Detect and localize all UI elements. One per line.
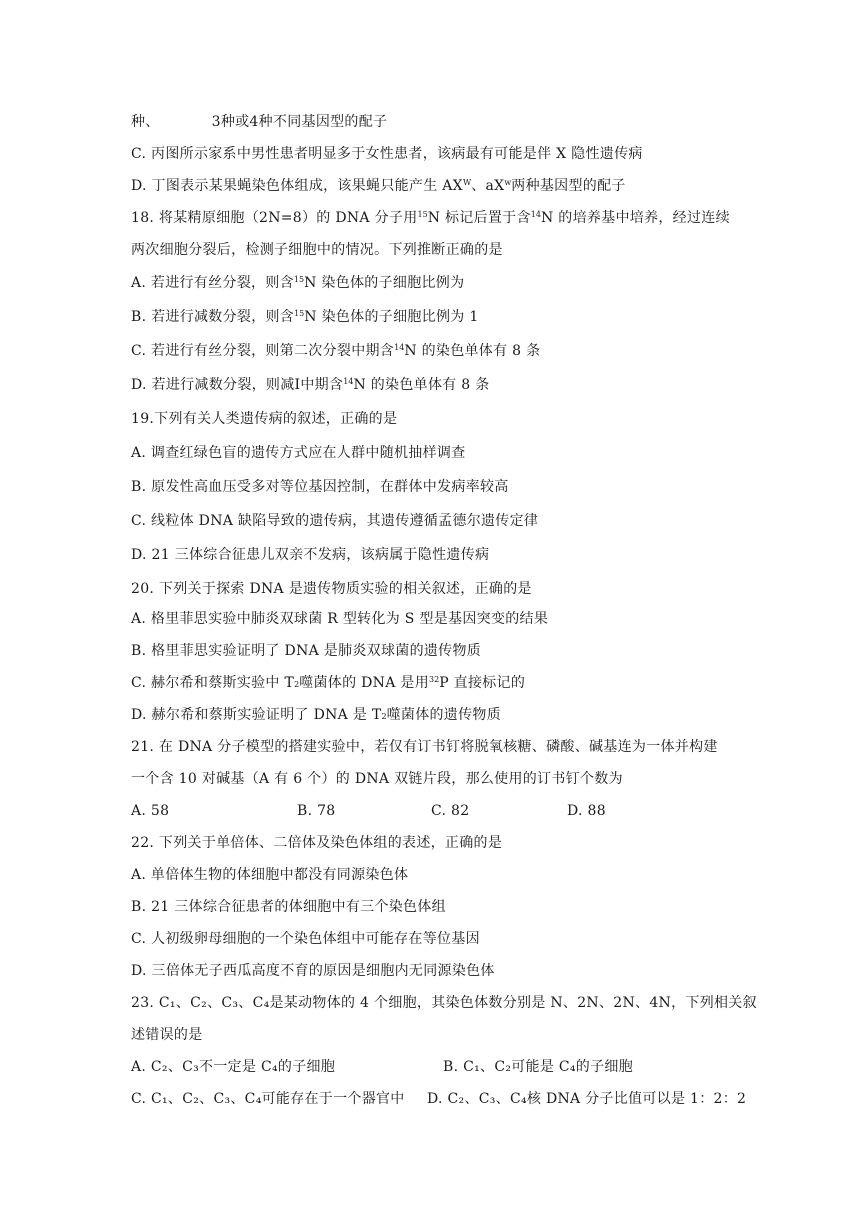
option-d: D. 三倍体无子西瓜高度不育的原因是细胞内无同源染色体 bbox=[131, 963, 495, 979]
option-a: A. C₂、C₃不一定是 C₄的子细胞 bbox=[131, 1059, 336, 1075]
option-a bbox=[131, 273, 464, 293]
subscript: 2 bbox=[294, 680, 300, 689]
superscript: 15 bbox=[293, 275, 305, 284]
text-span: 噬菌体的 DNA 是用 bbox=[299, 675, 429, 691]
text-span: N 标记后置于含 bbox=[427, 210, 531, 226]
text-span: A. 若进行有丝分裂，则含 bbox=[131, 275, 294, 291]
superscript: 14 bbox=[530, 210, 541, 219]
option-c bbox=[131, 341, 540, 361]
option-d: D. C₂、C₃、C₄核 DNA 分子比值可以是 1：2：2 bbox=[427, 1091, 747, 1107]
text-span: N 染色体的子细胞比例为 bbox=[304, 275, 465, 291]
option-a: A. 调查红绿色盲的遗传方式应在人群中随机抽样调查 bbox=[131, 445, 466, 461]
text-span: 种、 bbox=[131, 114, 160, 130]
subscript: 2 bbox=[381, 712, 387, 721]
text-span: D. 赫尔希和蔡斯实验证明了 DNA 是 T bbox=[131, 707, 382, 723]
option-b: B. 原发性高血压受多对等位基因控制，在群体中发病率较高 bbox=[131, 479, 509, 495]
text-span: P 直接标记的 bbox=[439, 675, 526, 691]
superscript: 14 bbox=[394, 343, 405, 352]
text-span: 噬菌体的遗传物质 bbox=[386, 707, 501, 723]
text-span: D. 若进行减数分裂，则减Ⅰ中期含 bbox=[131, 377, 344, 393]
option-c: C. 82 bbox=[431, 803, 470, 819]
question-21-cont: 一个含 10 对碱基（A 有 6 个）的 DNA 双链片段，那么使用的订书钉个数为 bbox=[131, 771, 623, 787]
question-22: 22. 下列关于单倍体、二倍体及染色体组的表述，正确的是 bbox=[131, 835, 503, 851]
text-span: N 的染色单体有 8 条 bbox=[404, 343, 541, 359]
text-span: 、aX bbox=[471, 178, 505, 194]
option-a: A. 单倍体生物的体细胞中都没有同源染色体 bbox=[131, 867, 409, 883]
superscript: 14 bbox=[343, 377, 354, 386]
text-line bbox=[131, 112, 387, 132]
option-c: C. 人初级卵母细胞的一个染色体组中可能存在等位基因 bbox=[131, 931, 480, 947]
question-18 bbox=[131, 208, 730, 228]
text-span: 两种基因型的配子 bbox=[511, 178, 626, 194]
question-23: 23. C₁、C₂、C₃、C₄是某动物体的 4 个细胞，其染色体数分别是 N、2N、2N、4N，下列相关叙 bbox=[131, 995, 757, 1011]
text-span: B. 若进行减数分裂，则含 bbox=[131, 309, 295, 325]
text-span: N 的培养基中培养，经过连续 bbox=[540, 210, 730, 226]
superscript: w bbox=[504, 178, 512, 187]
option-c: C. C₁、C₂、C₃、C₄可能存在于一个器官中 bbox=[131, 1091, 405, 1107]
option-b: B. 78 bbox=[297, 803, 336, 819]
question-21: 21. 在 DNA 分子模型的搭建实验中，若仅有订书钉将脱氧核糖、磷酸、碱基连为一体并构建 bbox=[131, 739, 718, 755]
option-c: C. 丙图所示家系中男性患者明显多于女性患者，该病最有可能是伴 X 隐性遗传病 bbox=[131, 146, 643, 162]
superscript: 15 bbox=[417, 210, 428, 219]
superscript: 32 bbox=[429, 675, 440, 684]
text-span: N 的染色单体有 8 条 bbox=[353, 377, 490, 393]
option-c: C. 线粒体 DNA 缺陷导致的遗传病，其遗传遵循孟德尔遗传定律 bbox=[131, 513, 539, 529]
option-d bbox=[131, 176, 626, 196]
option-b: B. C₁、C₂可能是 C₄的子细胞 bbox=[443, 1059, 634, 1075]
text-span: C. 若进行有丝分裂，则第二次分裂中期含 bbox=[131, 343, 395, 359]
option-d: D. 88 bbox=[567, 803, 606, 819]
question-23-cont: 述错误的是 bbox=[131, 1027, 203, 1043]
option-a: A. 58 bbox=[131, 803, 170, 819]
option-b bbox=[131, 307, 479, 327]
text-span: C. 赫尔希和蔡斯实验中 T bbox=[131, 675, 295, 691]
superscript: 15 bbox=[294, 309, 305, 318]
text-span: 3种或4种不同基因型的配子 bbox=[211, 114, 388, 130]
option-d: D. 21 三体综合征患儿双亲不发病，该病属于隐性遗传病 bbox=[131, 547, 490, 563]
option-d bbox=[131, 375, 490, 395]
question-20: 20. 下列关于探索 DNA 是遗传物质实验的相关叙述，正确的是 bbox=[131, 581, 532, 597]
option-b: B. 21 三体综合征患者的体细胞中有三个染色体组 bbox=[131, 899, 446, 915]
text-span: D. 丁图表示某果蝇染色体组成，该果蝇只能产生 AX bbox=[131, 178, 463, 194]
text-span: 18. 将某精原细胞（2N=8）的 DNA 分子用 bbox=[131, 210, 418, 226]
option-a: A. 格里菲思实验中肺炎双球菌 R 型转化为 S 型是基因突变的结果 bbox=[131, 611, 549, 627]
option-d bbox=[131, 705, 501, 725]
question-18-cont: 两次细胞分裂后，检测子细胞中的情况。下列推断正确的是 bbox=[131, 242, 503, 258]
option-c bbox=[131, 673, 525, 693]
question-19: 19.下列有关人类遗传病的叙述，正确的是 bbox=[131, 411, 398, 427]
text-span: N 染色体的子细胞比例为 1 bbox=[304, 309, 479, 325]
superscript: W bbox=[462, 178, 472, 187]
option-b: B. 格里菲思实验证明了 DNA 是肺炎双球菌的遗传物质 bbox=[131, 643, 482, 659]
